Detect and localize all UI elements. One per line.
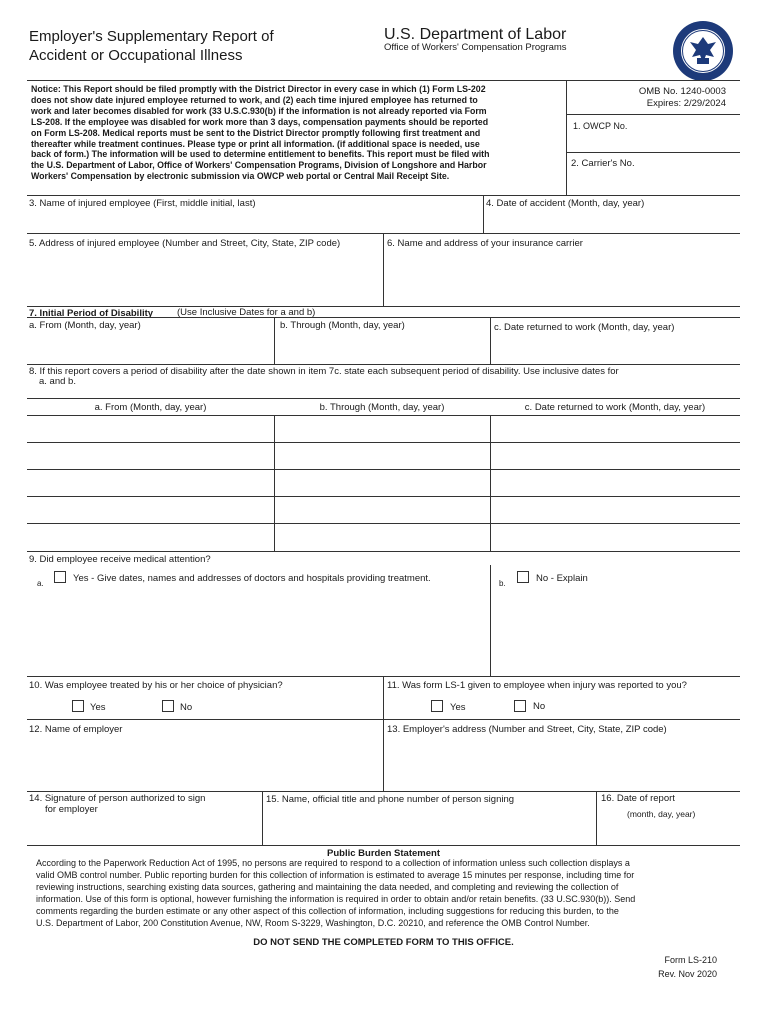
item9-yes-label: Yes - Give dates, names and addresses of doctors and hospitals providing treatment. [73, 573, 431, 584]
item11-no-label: No [533, 701, 546, 712]
item11-yes-checkbox[interactable] [431, 700, 443, 712]
notice-line: the U.S. Department of Labor, Office of Workers' Compensation Programs, Division of Longshore and Harbor [31, 160, 487, 171]
notice-line: back of form.) The information will be used to determine entitlement to benefits. This report must be filed with [31, 149, 490, 160]
initial-through-field[interactable]: b. Through (Month, day, year) [280, 320, 405, 331]
item9-a-letter: a. [37, 579, 44, 588]
burden-line: U.S. Department of Labor, 200 Constitution Avenue, NW, Room S-3229, Washington, D.C. 20210, and reference the OMB Control Number. [36, 918, 590, 928]
form-number: Form LS-210 [664, 955, 717, 965]
item11-question: 11. Was form LS-1 given to employee when injury was reported to you? [387, 680, 687, 691]
burden-title: Public Burden Statement [327, 848, 440, 859]
initial-period-heading: 7. Initial Period of Disability [29, 308, 154, 319]
initial-returned-field[interactable]: c. Date returned to work (Month, day, year) [494, 322, 675, 333]
omb-expires: Expires: 2/29/2024 [646, 98, 726, 109]
form-title-line2: Accident or Occupational Illness [29, 47, 243, 64]
burden-line: According to the Paperwork Reduction Act of 1995, no persons are required to respond to a collection of information unless such collection displays a [36, 858, 630, 868]
notice-line: on Form LS-208. Medical reports must be sent to the District Director promptly following first treatment and [31, 127, 481, 138]
notice-line: LS-208. If the employee was disabled for work more than 3 days, compensation payments should be reported [31, 116, 489, 127]
signature-field[interactable]: 14. Signature of person authorized to sign [29, 793, 206, 804]
omb-number: OMB No. 1240-0003 [638, 86, 726, 97]
item8-text-cont: a. and b. [39, 376, 76, 387]
burden-warning: DO NOT SEND THE COMPLETED FORM TO THIS OFFICE. [253, 937, 514, 948]
owcp-no-field[interactable]: 1. OWCP No. [573, 121, 628, 131]
dol-seal [672, 20, 734, 82]
item9-no-label: No - Explain [536, 573, 588, 584]
col-from-header: a. From (Month, day, year) [94, 402, 207, 413]
item10-no-label: No [180, 702, 193, 713]
notice-line: Workers' Compensation by electronic submission via OWCP web portal or Central Mail Receipt Site. [31, 171, 450, 182]
burden-line: reviewing instructions, searching existing data sources, gathering and maintaining the data needed, and completing and reviewing the collection of [36, 882, 619, 892]
item11-yes-label: Yes [450, 702, 466, 713]
signature-field-cont: for employer [45, 804, 98, 815]
office-name: Office of Workers' Compensation Programs [384, 42, 567, 53]
inclusive-dates-note: (Use Inclusive Dates for a and b) [177, 307, 316, 318]
insurance-carrier-field[interactable]: 6. Name and address of your insurance carrier [387, 238, 583, 249]
employee-address-field[interactable]: 5. Address of injured employee (Number and Street, City, State, ZIP code) [29, 238, 341, 249]
accident-date-field[interactable]: 4. Date of accident (Month, day, year) [486, 198, 645, 209]
employer-address-field[interactable]: 13. Employer's address (Number and Street, City, State, ZIP code) [387, 724, 667, 735]
burden-line: comments regarding the burden estimate or any other aspect of this collection of information, including suggestions for reducing this burden, to the [36, 906, 619, 916]
item11-no-checkbox[interactable] [514, 700, 526, 712]
item9-question: 9. Did employee receive medical attention? [29, 554, 211, 565]
agency-name: U.S. Department of Labor [384, 26, 567, 43]
report-date-format: (month, day, year) [627, 809, 696, 819]
burden-line: valid OMB control number. Public reporting burden for this collection of information is estimated to average 15 minutes per response, including time for [36, 870, 635, 880]
form-title-line1: Employer's Supplementary Report of [29, 28, 274, 45]
item10-no-checkbox[interactable] [162, 700, 174, 712]
initial-from-field[interactable]: a. From (Month, day, year) [29, 320, 141, 331]
item9-yes-checkbox[interactable] [54, 571, 66, 583]
form-revision: Rev. Nov 2020 [658, 969, 717, 979]
employee-name-field[interactable]: 3. Name of injured employee (First, middle initial, last) [29, 198, 256, 209]
notice-line: work and later becomes disabled for work (33 U.S.C.930(b) if the information is not already reported via Form [31, 105, 487, 116]
name-title-phone-field[interactable]: 15. Name, official title and phone number of person signing [266, 794, 515, 805]
employer-name-field[interactable]: 12. Name of employer [29, 724, 123, 735]
carrier-no-field[interactable]: 2. Carrier's No. [571, 158, 635, 169]
item10-yes-label: Yes [90, 702, 106, 713]
col-returned-header: c. Date returned to work (Month, day, year) [524, 402, 706, 413]
notice-line: thereafter while treatment continues. Please type or print all information. (if additional space is needed, use [31, 138, 480, 149]
item9-b-letter: b. [499, 579, 506, 588]
report-date-field[interactable]: 16. Date of report [601, 793, 675, 804]
burden-line: information. Use of this form is optional, however furnishing the information is required in order to obtain and/or retain benefits. (33 U.SC.930(b)). Send [36, 894, 636, 904]
item10-yes-checkbox[interactable] [72, 700, 84, 712]
col-through-header: b. Through (Month, day, year) [319, 402, 445, 413]
item8-text: 8. If this report covers a period of disability after the date shown in item 7c. state each subsequent period of disability. Use inclusive dates for [29, 366, 619, 377]
notice-line: Notice: This Report should be filed promptly with the District Director in every case in which (1) Form LS-202 [31, 84, 486, 94]
item9-no-checkbox[interactable] [517, 571, 529, 583]
item10-question: 10. Was employee treated by his or her choice of physician? [29, 680, 283, 691]
notice-line: does not show date injured employee returned to work, and (2) each time injured employee has returned to [31, 94, 478, 105]
